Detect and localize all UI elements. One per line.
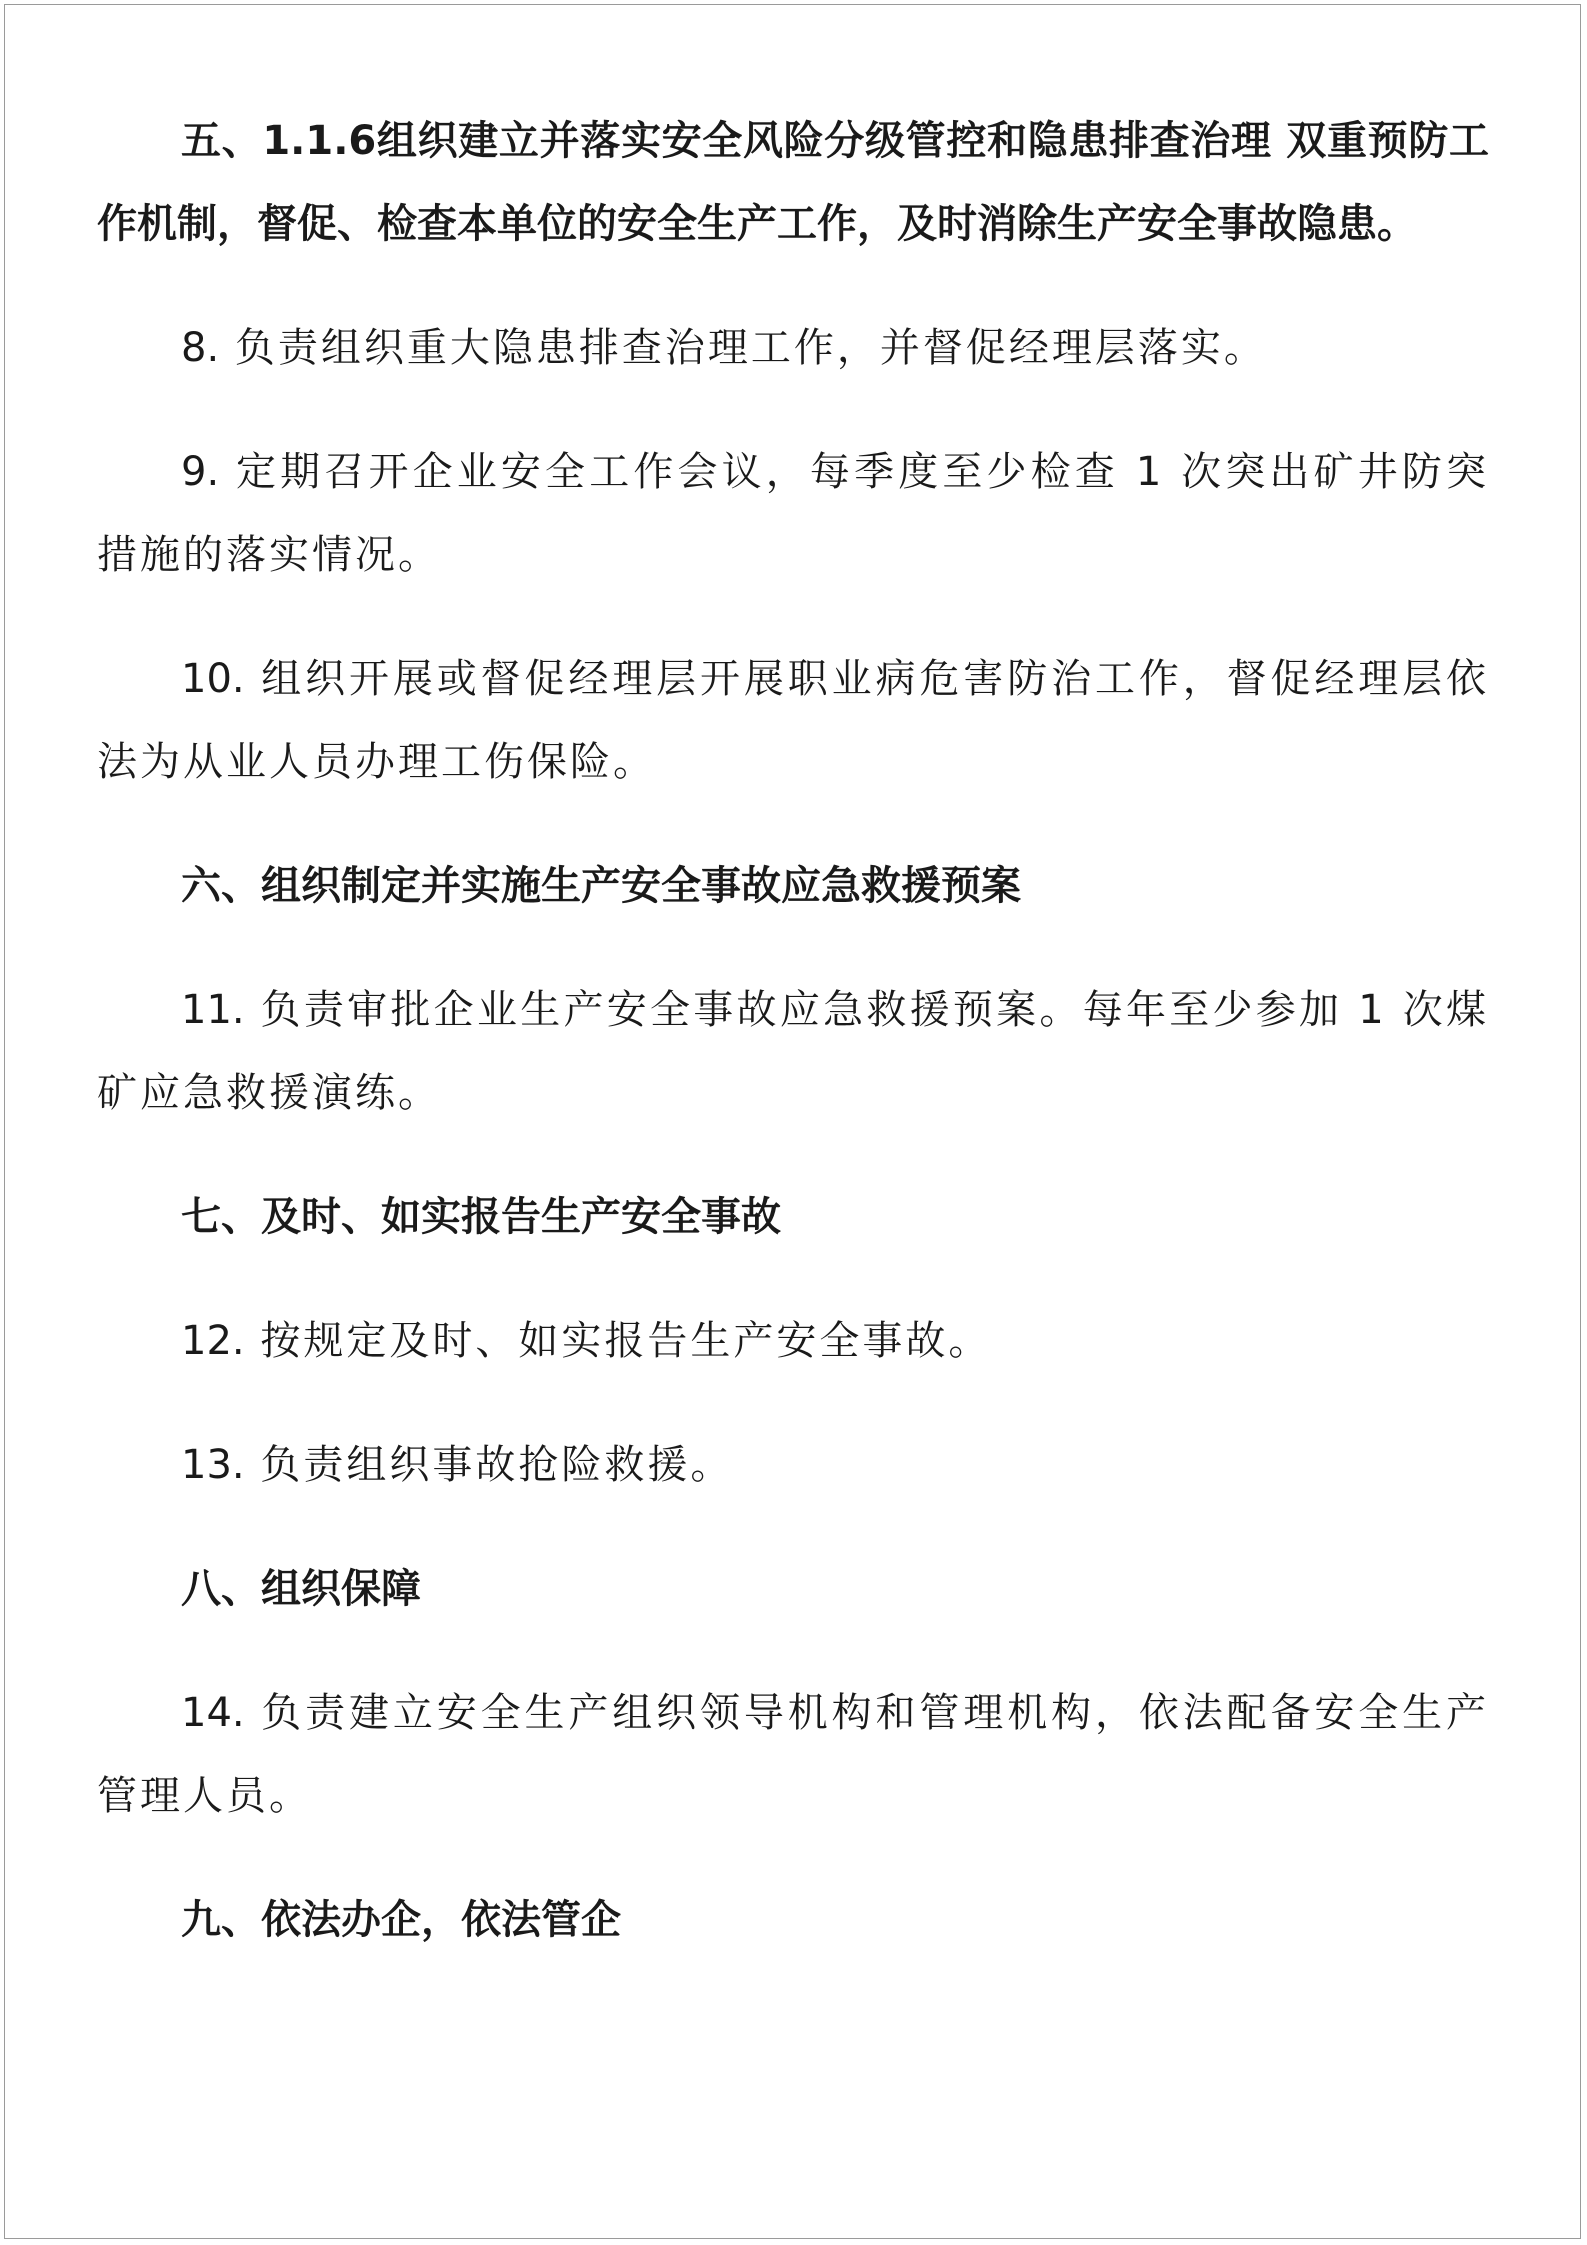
clause-number: 11. [181, 987, 245, 1033]
clause-number: 13. [181, 1442, 245, 1488]
section-heading-7 [97, 1176, 1489, 1259]
clause-13 [97, 1424, 1489, 1507]
clause-number: 12. [181, 1318, 245, 1364]
clause-text: 负责审批企业生产安全事故应急救援预案。每年至少参加 1 次煤矿应急救援演练。 [97, 987, 1489, 1116]
clause-12 [97, 1300, 1489, 1383]
clause-9 [97, 431, 1489, 597]
heading-text: 五、1.1.6组织建立并落实安全风险分级管控和隐患排查治理 双重预防工作机制，督促、检查本单位的安全生产工作，及时消除生产安全事故隐患。 [97, 118, 1489, 247]
heading-text: 七、及时、如实报告生产安全事故 [181, 1194, 781, 1240]
document-body [97, 100, 1489, 1962]
clause-number: 10. [181, 656, 245, 702]
clause-number: 9. [181, 449, 220, 495]
clause-text: 负责组织重大隐患排查治理工作，并督促经理层落实。 [219, 325, 1267, 371]
section-heading-6 [97, 845, 1489, 928]
clause-text: 负责建立安全生产组织领导机构和管理机构，依法配备安全生产管理人员。 [97, 1690, 1489, 1819]
heading-text: 六、组织制定并实施生产安全事故应急救援预案 [181, 863, 1021, 909]
clause-11 [97, 969, 1489, 1135]
clause-14 [97, 1672, 1489, 1838]
clause-number: 8. [181, 325, 220, 371]
clause-text: 定期召开企业安全工作会议，每季度至少检查 1 次突出矿井防突措施的落实情况。 [97, 449, 1489, 578]
clause-8 [97, 307, 1489, 390]
clause-10 [97, 638, 1489, 804]
clause-text: 按规定及时、如实报告生产安全事故。 [244, 1318, 992, 1364]
clause-number: 14. [181, 1690, 245, 1736]
section-heading-9 [97, 1879, 1489, 1962]
section-heading-5 [97, 100, 1489, 266]
section-heading-8 [97, 1548, 1489, 1631]
clause-text: 负责组织事故抢险救援。 [244, 1442, 734, 1488]
heading-text: 八、组织保障 [181, 1566, 421, 1612]
clause-text: 组织开展或督促经理层开展职业病危害防治工作，督促经理层依法为从业人员办理工伤保险。 [97, 656, 1489, 785]
heading-text: 九、依法办企，依法管企 [181, 1897, 621, 1943]
